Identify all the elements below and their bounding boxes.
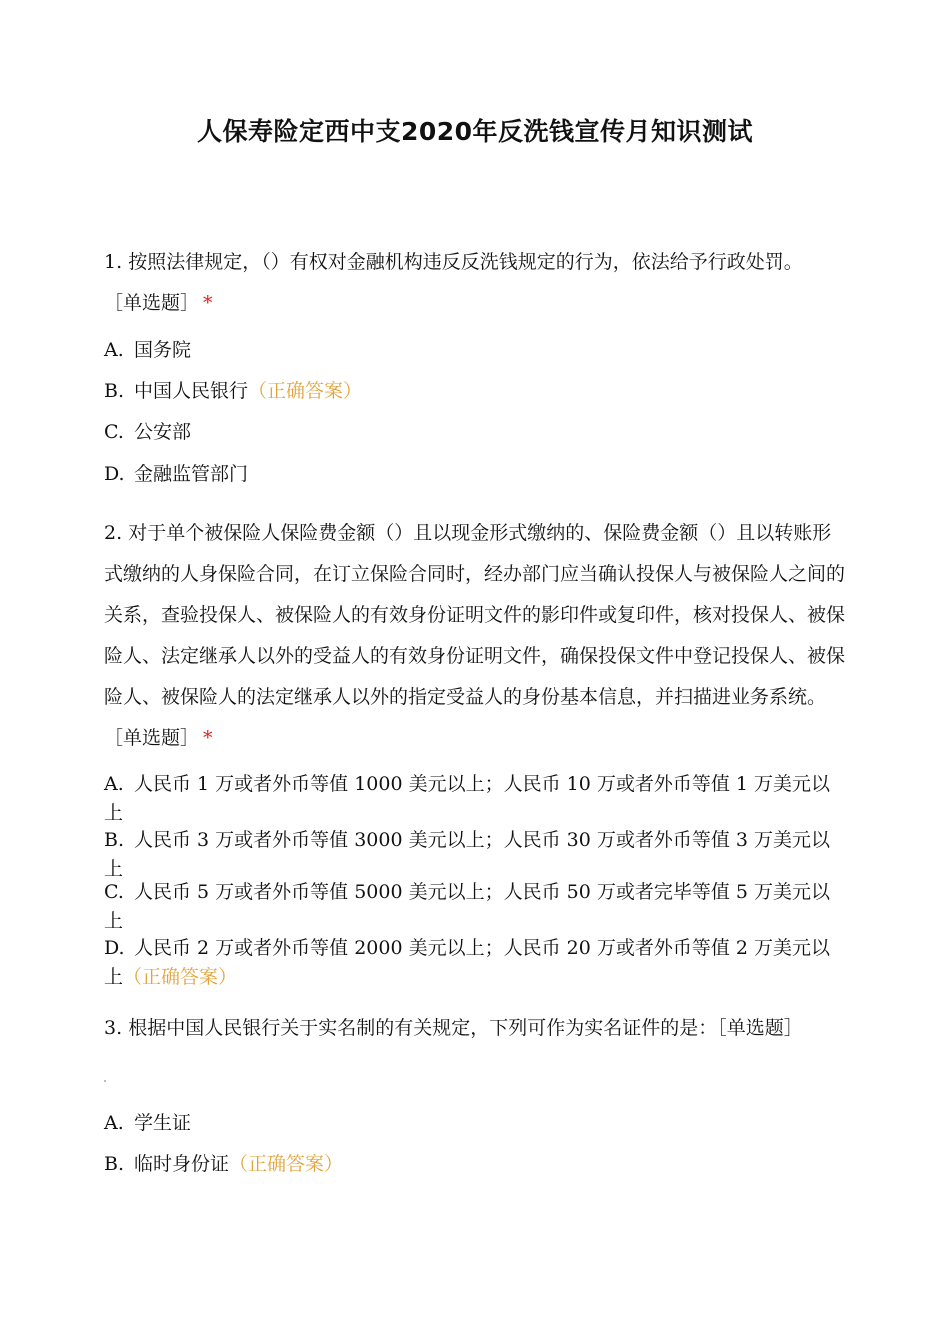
option-3a xyxy=(104,1103,849,1144)
option-2d xyxy=(104,934,849,992)
option-2b xyxy=(104,826,849,884)
option-1b xyxy=(104,371,849,412)
option-text: 人民币 3 万或者外币等值 3000 美元以上；人民币 30 万或者外币等值 3 万美元以上 xyxy=(104,829,831,880)
question-type-tag: ［单选题］ xyxy=(104,727,200,749)
option-letter: A. xyxy=(104,339,124,361)
option-1a xyxy=(104,330,849,371)
option-letter: B. xyxy=(104,829,125,851)
option-text: 人民币 2 万或者外币等值 2000 美元以上；人民币 20 万或者外币等值 2 万美元以上 xyxy=(104,937,831,988)
option-letter: B. xyxy=(104,380,125,402)
required-marker: * xyxy=(203,292,213,314)
option-text: 人民币 5 万或者外币等值 5000 美元以上；人民币 50 万或者完毕等值 5 万美元以上 xyxy=(104,881,831,932)
question-text: 根据中国人民银行关于实名制的有关规定，下列可作为实名证件的是： xyxy=(128,1017,718,1039)
correct-answer-label: （正确答案） xyxy=(248,380,363,402)
option-2a xyxy=(104,770,849,828)
question-number: 1. xyxy=(104,251,123,273)
option-1c xyxy=(104,412,849,453)
question-text: 对于单个被保险人保险费金额（）且以现金形式缴纳的、保险费金额（）且以转账形式缴纳的人身保险合同，在订立保险合同时，经办部门应当确认投保人与被保险人之间的关系，查验投保人、被保险人的有效身份证明文件的影印件或复印件，核对投保人、被保险人、法定继承人以外的受益人的有效身份证明文件，确保投保文件中登记投保人、被保险人、被保险人的法定继承人以外的指定受益人的身份基本信息，并扫描进业务系统。 xyxy=(104,522,846,708)
option-1d xyxy=(104,454,849,495)
option-text: 中国人民银行 xyxy=(134,380,249,402)
option-letter: B. xyxy=(104,1153,125,1175)
option-2c xyxy=(104,878,849,936)
option-text: 人民币 1 万或者外币等值 1000 美元以上；人民币 10 万或者外币等值 1 万美元以上 xyxy=(104,773,831,824)
option-text: 学生证 xyxy=(134,1112,192,1134)
option-letter: C. xyxy=(104,421,124,443)
option-text: 国务院 xyxy=(134,339,192,361)
option-letter: C. xyxy=(104,881,124,903)
question-number: 3. xyxy=(104,1017,123,1039)
correct-answer-label: （正确答案） xyxy=(229,1153,344,1175)
question-text: 按照法律规定，（）有权对金融机构违反反洗钱规定的行为，依法给予行政处罚。 xyxy=(128,251,803,273)
option-letter: A. xyxy=(104,1112,124,1134)
option-text: 金融监管部门 xyxy=(134,463,249,485)
question-number: 2. xyxy=(104,522,123,544)
required-marker: * xyxy=(203,727,213,749)
question-1 xyxy=(104,242,849,324)
question-type-tag: ［单选题］ xyxy=(104,292,200,314)
option-letter: A. xyxy=(104,773,124,795)
stray-dot xyxy=(104,1080,106,1082)
question-type-tag: ［单选题］ xyxy=(717,1017,803,1039)
document-title: 人保寿险定西中支2020年反洗钱宣传月知识测试 xyxy=(196,117,754,146)
question-2 xyxy=(104,513,849,759)
option-text: 临时身份证 xyxy=(134,1153,230,1175)
question-3 xyxy=(104,1014,849,1043)
option-3b xyxy=(104,1144,849,1185)
correct-answer-label: （正确答案） xyxy=(123,966,238,988)
option-letter: D. xyxy=(104,463,125,485)
option-letter: D. xyxy=(104,937,125,959)
option-text: 公安部 xyxy=(134,421,192,443)
